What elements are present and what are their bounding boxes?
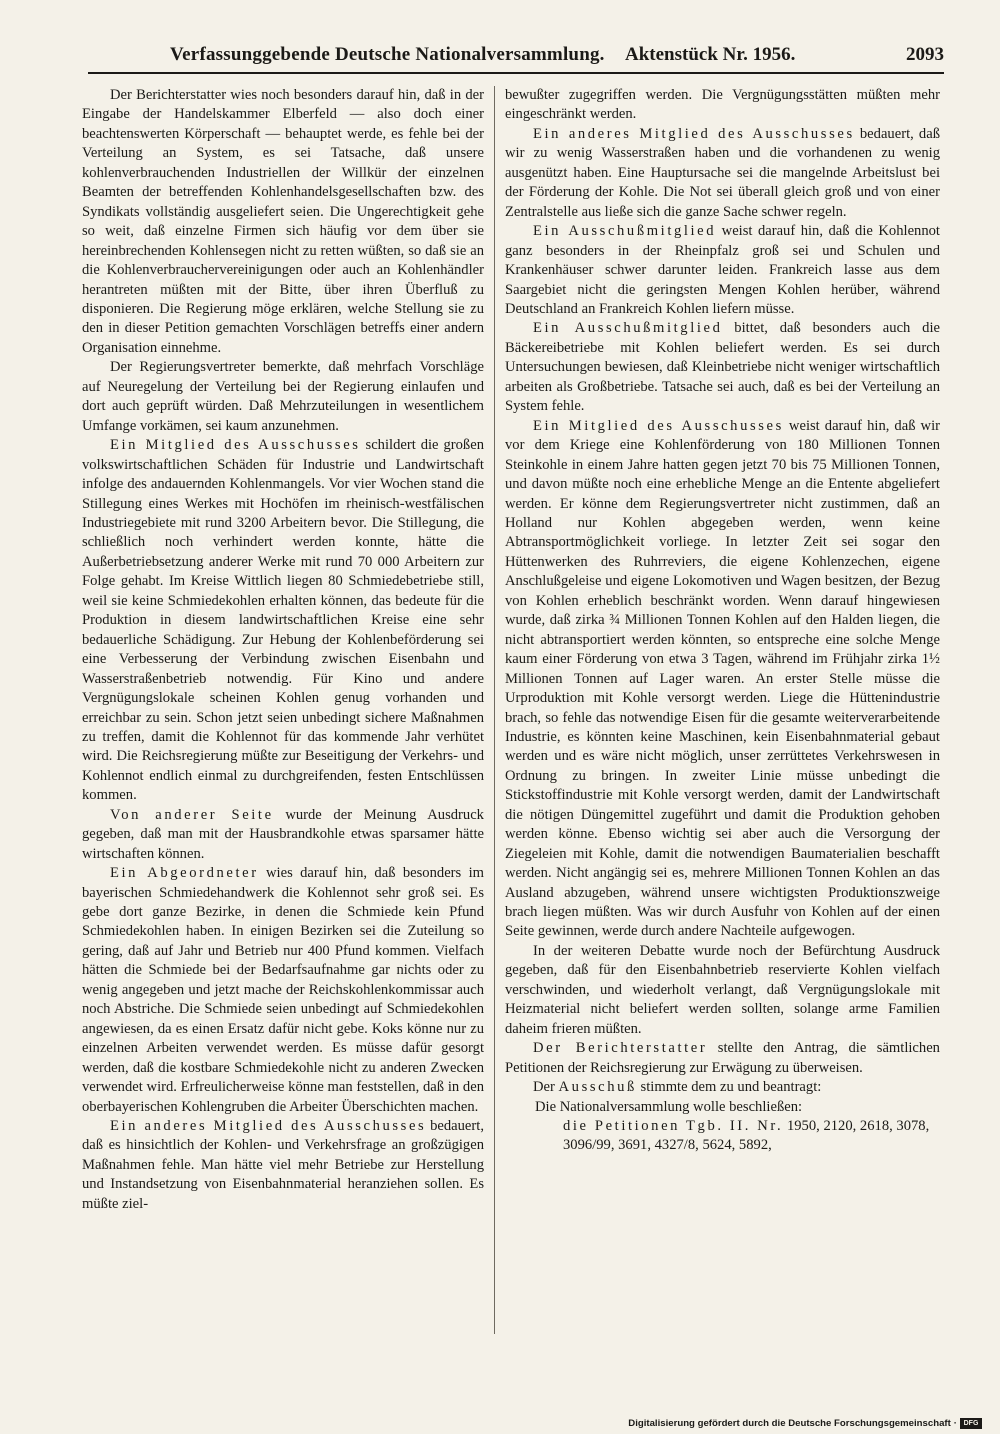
paragraph xyxy=(82,436,484,806)
speaker-label: Ein Ausschußmitglied xyxy=(533,223,717,240)
paragraph-text: bittet, daß besonders auch die Bäckereibetriebe mit Kohlen beliefert werden. Es sei durch Untersuchungen bewiesen, daß Kleinbetriebe nicht weniger wirtschaftlich arbeiten als Großbetriebe. Tatsache sei auch, daß es bei der Verteilung an System fehle. xyxy=(505,320,940,415)
speaker-label: Von anderer Seite xyxy=(110,806,274,823)
dfg-logo-icon: DFG xyxy=(960,1418,982,1429)
paragraph xyxy=(82,1117,484,1214)
paragraph: Der Berichterstatter wies noch besonders darauf hin, daß in der Eingabe der Handelskammer Elberfeld — also doch einer beachtenswerten Körperschaft — behauptet werde, es fehle bei der Verteilung an System, es sei Tatsache, daß unsere kohlenverbrauchenden Industriellen der Willkür der einzelnen Beamten der betreffenden Kohlenhandelsgesellschaften bzw. des Syndikats vollständig ausgeliefert seien. Die Ungerechtigkeit gehe so weit, daß einzelne Firmen sich häufig vor dem über sie hereinbrechenden Kohlensegen nicht zu retten wüßten, so daß sie an die Kohlenverbrauchervereinigungen oder auch an Kohlenhändler herantreten müßten mit der Bitte, über ihren Überfluß zu disponieren. Die Regierung möge erklären, welche Stellung sie zu den in dieser Petition gemachten Vorschlägen betreffs einer andern Organisation einnehme. xyxy=(82,87,484,356)
paragraph: In der weiteren Debatte wurde noch der Befürchtung Ausdruck gegeben, daß für den Eisenbahnbetrieb reservierte Kohlen vielfach verschwinden, und wiederholt verlangt, daß Vergnügungslokale mit Heizmaterial nicht beliefert werden sollten, solange arme Familien daheim frieren müßten. xyxy=(505,942,940,1037)
speaker-label: Ein Ausschußmitglied xyxy=(533,320,723,337)
speaker-label: Ein anderes Mitglied des Ausschusses xyxy=(110,1118,427,1135)
paragraph xyxy=(505,417,940,942)
speaker-label: Ein Mitglied des Ausschusses xyxy=(533,417,784,434)
paragraph xyxy=(505,1039,940,1078)
left-column xyxy=(82,86,484,1336)
footer-text: Digitalisierung gefördert durch die Deutsche Forschungsgemeinschaft xyxy=(628,1418,951,1429)
paragraph-text: bedauert, daß es hinsichtlich der Kohlen- und Verkehrsfrage an großzügigen Maßnahmen fehle. Man hätte viel mehr Betriebe zur Herstellung und Instandsetzung von Eisenbahnmaterial heranziehen sollen. Es müßte ziel- xyxy=(82,1118,484,1212)
document-reference: Aktenstück Nr. 1956. xyxy=(625,44,796,65)
right-column xyxy=(505,86,940,1336)
paragraph: bewußter zugegriffen werden. Die Vergnügungsstätten müßten mehr eingeschränkt werden. xyxy=(505,87,940,123)
footer-credit xyxy=(628,1418,982,1429)
speaker-label: Ein anderes Mitglied des Ausschusses xyxy=(533,125,855,142)
paragraph xyxy=(82,864,484,1117)
petition-label: die Petitionen Tgb. II. Nr. xyxy=(563,1118,784,1135)
petition-list xyxy=(505,1117,940,1156)
paragraph-text: Der xyxy=(533,1079,559,1096)
paragraph-text: bedauert, daß wir zu wenig Wasserstraßen haben und die vorhandenen zu wenig ausgenützt haben. Eine Hauptursache sei die mangelnde Arbeitslust bei der Förderung der Kohle. Die Not sei überall gleich groß und von einer Zentralstelle aus ließe sich die ganze Sache schwer regeln. xyxy=(505,125,940,220)
resolution-line: Die Nationalversammlung wolle beschließen: xyxy=(535,1098,803,1115)
petition-numbers: 1950, 2120, 2618, 3078, 3096/99, 3691, 4327/8, 5624, 5892, xyxy=(563,1118,930,1154)
paragraph-text: schildert die großen volkswirtschaftlichen Schäden für Industrie und Landwirtschaft infolge des andauernden Kohlenmangels. Vor vier Wochen stand die Stillegung eines Werkes mit Hochöfen im rheinisch-westfälischen Industriegebiete mit rund 3200 Arbeitern bevor. Die Stillegung, die schließlich noch verhindert werden konnte, hätte die Außerbetriebsetzung anderer Werke mit rund 70 000 Arbeitern zur Folge gehabt. Im Kreise Wittlich liegen 80 Schmiedebetriebe still, weil sie keine Schmiedekohlen erhalten können, das bedeute für die Produktion in diesem landwirtschaftlichen Kreise eine sehr bedauerliche Schädigung. Zur Hebung der Kohlenbeförderung sei eine Verbesserung der Verbindung zwischen Eisenbahn und Wasserstraßenbetrieb notwendig. Für Kino und andere Vergnügungslokale scheinen Kohlen genug vorhanden und erreichbar zu sein. Schon jetzt seien unbedingt sichere Maßnahmen zu treffen, damit die Kohlennot für das kommende Jahr verhütet wird. Die Reichsregierung müßte zur Beseitigung der Verkehrs- und Kohlennot endlich einmal zu durchgreifenden, festen Entschlüssen kommen. xyxy=(82,437,484,804)
paragraph xyxy=(505,319,940,416)
speaker-label: Der Berichterstatter xyxy=(533,1040,708,1057)
paragraph-text: wurde der Meinung Ausdruck gegeben, daß man mit der Hausbrandkohle etwas sparsamer hätte wirtschaften können. xyxy=(82,806,484,862)
column-divider xyxy=(494,86,495,1334)
paragraph: Der Regierungsvertreter bemerkte, daß mehrfach Vorschläge auf Neuregelung der Verteilung bei der Regierung einlaufen und dort auch geprüft würden. Daß Mehrzuteilungen in wesentlichem Umfange vorkämen, sei kaum anzunehmen. xyxy=(82,359,484,434)
paragraph-text: weist darauf hin, daß wir vor dem Kriege eine Kohlenförderung von 180 Millionen Tonnen Steinkohle in einem Jahre hatten gegen jetzt 70 bis 75 Millionen Tonnen, und davon müßte noch eine erhebliche Menge an die Entente abgeliefert werden. Er könne dem Regierungsvertreter nicht zustimmen, daß an Holland nur Kohlen abgegeben werden, wenn keine Abtransportmöglichkeit vorliege. In letzter Zeit sei sogar den Hüttenwerken des Ruhrreviers, die eigene Kohlenzechen, eigene Anschlußgeleise und eigene Lokomotiven und Wagen besitzen, der Bezug von Kohlen erheblich beschränkt worden. Wenn darauf hingewiesen wurde, daß zirka ¾ Millionen Tonnen Kohlen auf den Halden liegen, die nicht abtransportiert werden könnten, so entspreche eine solche Menge kaum einer Förderung von etwa 3 Tagen, während im Frühjahr zirka 1½ Millionen Tonnen auf Lager waren. An erster Stelle müsse die Urproduktion mit Kohle versorgt werden. Liege die Hüttenindustrie brach, so fehle das notwendige Eisen für die gesamte weiterverarbeitende Industrie, es könnten keine Maschinen, kein Eisenbahnmaterial gebaut werden und es wäre nicht möglich, unser zerrüttetes Verkehrswesen in Ordnung zu bringen. In zweiter Linie müsse unbedingt die Stickstoffindustrie mit Kohle versorgt werden, damit der Landwirtschaft die nötigen Düngemittel zugeführt und damit die Produktion gehoben werden könne. Ebenso wichtig sei aber auch die Versorgung der Ziegeleien mit Kohle, damit die notwendigen Baumaterialien beschafft werden. Nicht angängig sei es, mehrere Millionen Tonnen Kohlen an das Ausland abzugeben, während unsere wichtigsten Produktionszweige brach liegen müßten. Was wir durch Ausfuhr von Kohlen auf der einen Seite gewinnen, werde durch andere Nachteile aufgewogen. xyxy=(505,417,940,940)
speaker-label: Ein Mitglied des Ausschusses xyxy=(110,437,361,454)
speaker-label: Ausschuß xyxy=(558,1079,637,1096)
paragraph xyxy=(82,806,484,864)
paragraph-text: weist darauf hin, daß die Kohlennot ganz besonders in der Rheinpfalz groß sei und Schulen und Krankenhäuser schwer darunter leiden. Frankreich lasse aus dem Saargebiet nicht die geringsten Mengen Kohlen herüber, während Deutschland an Frankreich Kohlen liefern müsse. xyxy=(505,223,940,317)
paragraph-text: wies darauf hin, daß besonders im bayerischen Schmiedehandwerk die Kohlennot sehr groß sei. Es gebe dort ganze Bezirke, in denen die Schmiede kein Pfund Schmiedekohlen haben. In einigen Bezirken sei die Zuteilung so gering, daß auf Jahr und Betrieb nur 400 Pfund kommen. Vielfach hätten die Schmiede bei der Bedarfsaufnahme gar nichts oder zu wenig angegeben und jetzt mache der Reichskohlenkommissar auch noch Abstriche. Die Schmiede seien unbedingt auf Schmiedekohlen angewiesen, da es einen Ersatz dafür nicht gebe. Koks könne nur zu einzelnen Arbeiten verwendet werden. Es müsse dafür gesorgt werden, daß die kostbare Schmiedekohle nicht zu anderen Zwecken verwendet wird. Erfreulicherweise könne man feststellen, daß in den oberbayerischen Kohlengruben die Arbeiter Überschichten machen. xyxy=(82,865,484,1115)
speaker-label: Ein Abgeordneter xyxy=(110,865,259,882)
page-header xyxy=(88,40,944,74)
page-number: 2093 xyxy=(906,44,944,65)
paragraph xyxy=(505,125,940,222)
paragraph-text: stimmte dem zu und beantragt: xyxy=(636,1079,822,1096)
paragraph-text: stellte den Antrag, die sämtlichen Petitionen der Reichsregierung zur Erwägung zu überweisen. xyxy=(505,1040,940,1076)
footer-separator: · xyxy=(953,1418,957,1429)
paragraph xyxy=(505,222,940,319)
header-title: Verfassunggebende Deutsche Nationalversammlung. xyxy=(170,44,605,65)
paragraph xyxy=(505,1078,940,1097)
